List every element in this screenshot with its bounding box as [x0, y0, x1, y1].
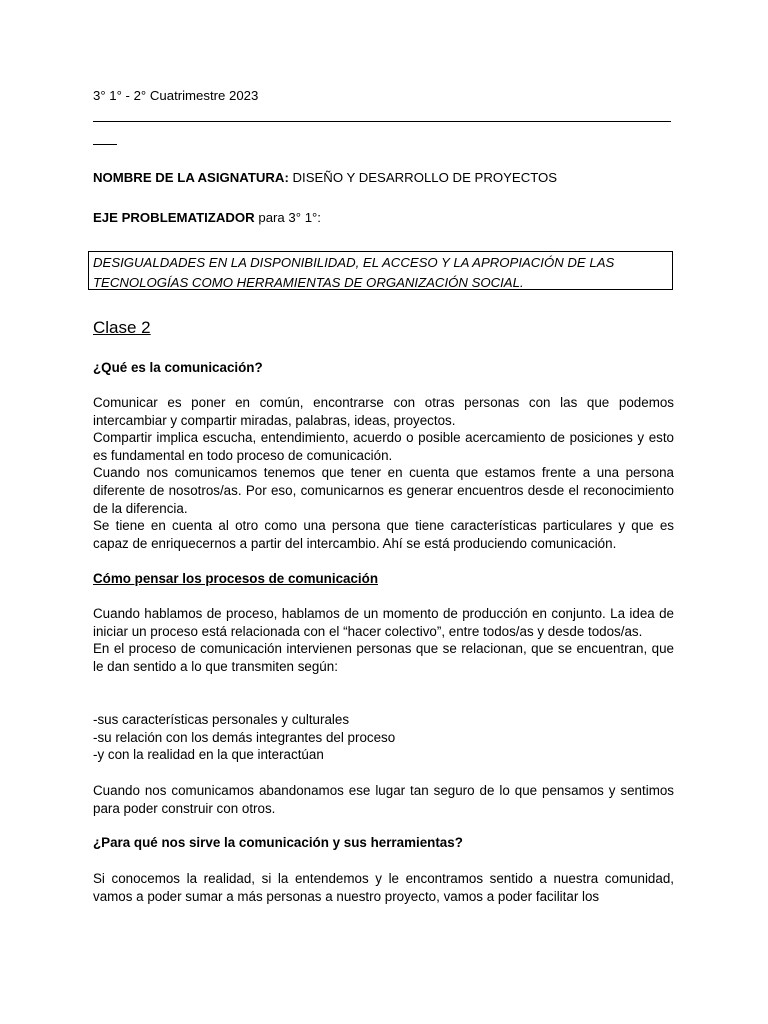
divider-line [93, 121, 671, 122]
list-item: -sus características personales y culturales [93, 712, 350, 727]
paragraph: Cuando hablamos de proceso, hablamos de un momento de producción en conjunto. La idea de iniciar un proceso está relacionada con el “hacer colectivo”, entre todos/as y desde todos/as. [93, 606, 674, 639]
axis-line [93, 210, 321, 225]
problem-statement-line-1: DESIGUALDADES EN LA DISPONIBILIDAD, EL ACCESO Y LA APROPIACIÓN DE LAS [93, 255, 615, 270]
section-heading-what-is-communication: ¿Qué es la comunicación? [93, 360, 263, 375]
paragraph: Comunicar es poner en común, encontrarse con otras personas con las que podemos intercambiar y compartir miradas, palabras, ideas, proyectos. [93, 395, 674, 428]
paragraph: Cuando nos comunicamos tenemos que tener en cuenta que estamos frente a una persona diferente de nosotros/as. Por eso, comunicarnos es generar encuentros desde el reconocimiento de la diferencia. [93, 465, 674, 516]
divider-line-tail [93, 144, 117, 145]
paragraph: Cuando nos comunicamos abandonamos ese lugar tan seguro de lo que pensamos y sentimos para poder construir con otros. [93, 783, 674, 816]
section-heading-purpose-of-communication: ¿Para qué nos sirve la comunicación y sus herramientas? [93, 835, 463, 850]
section2-closing [93, 782, 674, 817]
list-item: -su relación con los demás integrantes del proceso [93, 729, 396, 745]
paragraph: Se tiene en cuenta al otro como una persona que tiene características particulares y que es capaz de enriquecernos a partir del intercambio. Ahí se está produciendo comunicación. [93, 518, 674, 551]
subject-value: DISEÑO Y DESARROLLO DE PROYECTOS [292, 170, 558, 185]
problem-statement-line-2: TECNOLOGÍAS COMO HERRAMIENTAS DE ORGANIZACIÓN SOCIAL. [93, 275, 524, 290]
axis-label: EJE PROBLEMATIZADOR [93, 210, 255, 225]
subject-label: NOMBRE DE LA ASIGNATURA: [93, 170, 289, 185]
paragraph: Compartir implica escucha, entendimiento, acuerdo o posible acercamiento de posiciones y esto es fundamental en todo proceso de comunicación. [93, 430, 674, 463]
section3-body [93, 870, 674, 905]
section2-body [93, 605, 674, 675]
class-title: Clase 2 [93, 318, 151, 337]
paragraph: En el proceso de comunicación intervienen personas que se relacionan, que se encuentran, que le dan sentido a lo que transmiten según: [93, 641, 674, 674]
paragraph: Si conocemos la realidad, si la entendemos y le encontramos sentido a nuestra comunidad, vamos a poder sumar a más personas a nuestro proyecto, vamos a poder facilitar los [93, 871, 674, 904]
section-heading-communication-processes: Cómo pensar los procesos de comunicación [93, 571, 378, 586]
subject-line [93, 170, 557, 185]
axis-suffix: para 3° 1°: [258, 210, 321, 225]
list-item: -y con la realidad en la que interactúan [93, 747, 324, 763]
problem-statement-box [88, 251, 673, 290]
section1-body [93, 394, 674, 552]
factors-list [93, 711, 674, 764]
course-period: 3° 1° - 2° Cuatrimestre 2023 [93, 88, 259, 103]
